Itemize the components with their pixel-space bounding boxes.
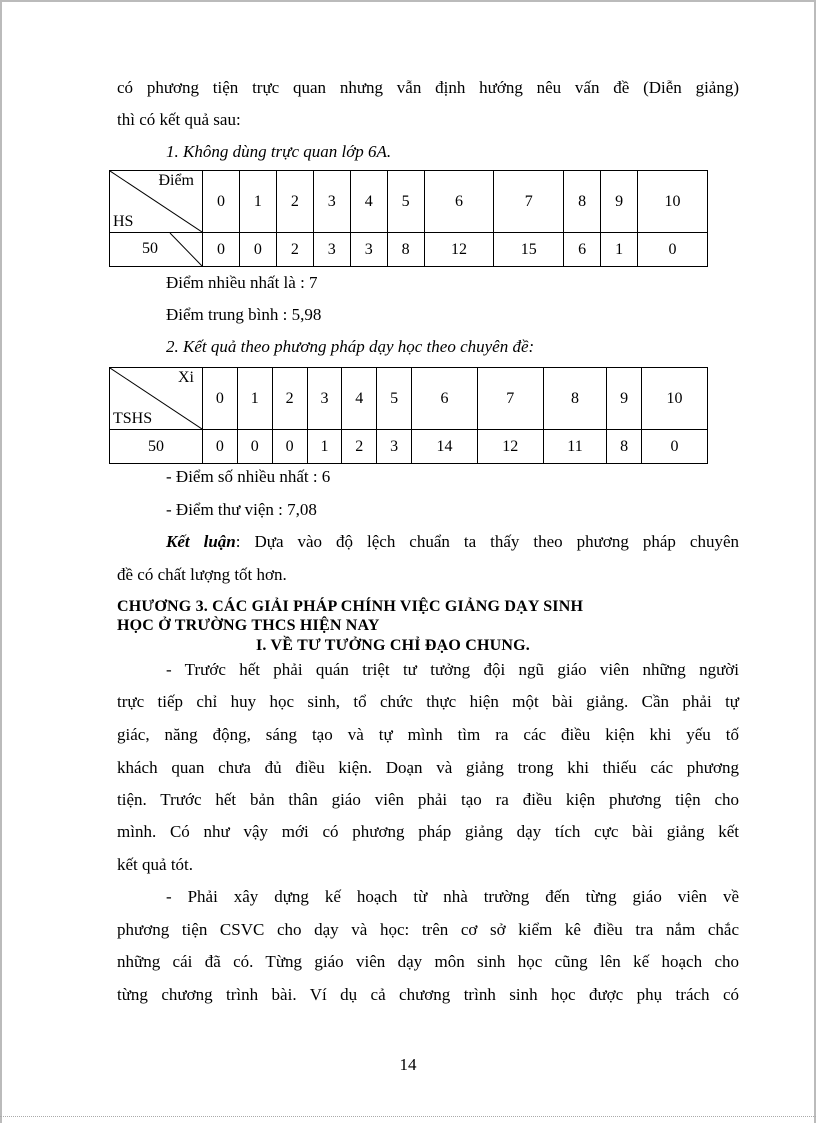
table2-cell: 11 — [543, 430, 607, 464]
table1-cell: 1 — [601, 233, 638, 267]
table1-data-row — [110, 233, 708, 267]
table1-col-header: 5 — [387, 171, 424, 233]
table2-cell: 0 — [642, 430, 708, 464]
table1-cell: 3 — [313, 233, 350, 267]
table2-col-header: 1 — [237, 368, 272, 430]
table1-col-header: 10 — [638, 171, 708, 233]
body2-line-3: những cái đã có. Từng giáo viên dạy môn sinh học cũng lên kế hoạch cho — [117, 952, 739, 971]
table1-col-header: 8 — [564, 171, 601, 233]
body1-line-7: kết quả tót. — [117, 855, 194, 874]
table1-header-top: Điểm — [158, 172, 194, 189]
table1-note-1: Điểm nhiều nhất là : 7 — [166, 273, 318, 292]
table2-cell: 12 — [477, 430, 543, 464]
conclusion-text: : Dựa vào độ lệch chuẩn ta thấy theo phương pháp chuyên — [235, 532, 739, 551]
table2-cell: 0 — [272, 430, 307, 464]
chapter-title-line-2: HỌC Ở TRƯỜNG THCS HIỆN NAY — [117, 617, 380, 634]
table1-cell: 0 — [638, 233, 708, 267]
chapter-title-line-1: CHƯƠNG 3. CÁC GIẢI PHÁP CHÍNH VIỆC GIẢNG DẠY SINH — [117, 598, 584, 615]
table1-col-header: 2 — [276, 171, 313, 233]
body1-line-1: - Trước hết phải quán triệt tư tưởng đội ngũ giáo viên những người — [166, 660, 739, 679]
table1-col-header: 1 — [239, 171, 276, 233]
table2-diagonal-header — [110, 368, 203, 430]
table2-cell: 0 — [203, 430, 238, 464]
page-number: 14 — [399, 1055, 417, 1074]
table1-col-header: 4 — [350, 171, 387, 233]
table2-header-top: Xi — [178, 369, 194, 386]
table1-cell: 8 — [387, 233, 424, 267]
table2-cell: 2 — [342, 430, 377, 464]
table1-note-2: Điểm trung bình : 5,98 — [166, 305, 322, 324]
body2-line-1: - Phải xây dựng kế hoạch từ nhà trường đến từng giáo viên về — [166, 887, 739, 906]
table1-cell: 2 — [276, 233, 313, 267]
table1-caption: 1. Không dùng trực quan lớp 6A. — [166, 142, 392, 161]
body2-line-4: từng chương trình bài. Ví dụ cả chương trình sinh học được phụ trách có — [117, 985, 739, 1004]
table1-cell: 3 — [350, 233, 387, 267]
table2-header-left: TSHS — [113, 410, 153, 427]
table1-col-header: 9 — [601, 171, 638, 233]
conclusion-label: Kết luận — [166, 532, 236, 551]
body1-line-6: mình. Có như vậy mới có phương pháp giảng dạy tích cực bài giảng kết — [117, 822, 739, 841]
table2-cell: 3 — [377, 430, 412, 464]
page-border-bottom — [0, 1116, 816, 1117]
intro-line-1: có phương tiện trực quan nhưng vẫn định hướng nêu vấn đề (Diễn giảng) — [117, 78, 739, 97]
body1-line-5: tiện. Trước hết bản thân giáo viên phải tạo ra điều kiện phương tiện cho — [117, 790, 739, 809]
page-border-left — [0, 0, 2, 1123]
table1-col-header: 3 — [313, 171, 350, 233]
page-border-top — [0, 0, 816, 2]
table1-cell: 0 — [203, 233, 240, 267]
table2-data-row — [110, 430, 708, 464]
table1-row-label-cell — [110, 233, 203, 267]
score-table-1 — [109, 170, 708, 267]
body1-line-3: giác, năng động, sáng tạo và tự mình tìm ra các điều kiện khi yếu tố — [117, 725, 739, 744]
conclusion-line-1 — [166, 532, 739, 552]
body2-line-2: phương tiện CSVC cho dạy và học: trên cơ sở kiểm kê điều tra nắm chắc — [117, 920, 739, 939]
table1-diagonal-header — [110, 171, 203, 233]
table2-cell: 1 — [307, 430, 342, 464]
body1-line-4: khách quan chưa đủ điều kiện. Doạn và giảng trong khi thiếu các phương — [117, 758, 739, 777]
table2-cell: 14 — [412, 430, 478, 464]
table2-col-header: 0 — [203, 368, 238, 430]
table2-col-header: 10 — [642, 368, 708, 430]
table1-col-header: 7 — [494, 171, 564, 233]
table2-col-header: 8 — [543, 368, 607, 430]
table2-cell: 8 — [607, 430, 642, 464]
table1-header-row — [110, 171, 708, 233]
table1-cell: 15 — [494, 233, 564, 267]
table1-col-header: 0 — [203, 171, 240, 233]
section-title: I. VỀ TƯ TƯỞNG CHỈ ĐẠO CHUNG. — [256, 637, 530, 654]
table2-col-header: 5 — [377, 368, 412, 430]
table2-col-header: 6 — [412, 368, 478, 430]
table1-cell: 6 — [564, 233, 601, 267]
table2-header-row — [110, 368, 708, 430]
intro-line-2: thì có kết quả sau: — [117, 110, 241, 129]
table2-row-label: 50 — [110, 430, 203, 464]
table2-caption: 2. Kết quả theo phương pháp dạy học theo chuyên đề: — [166, 337, 535, 356]
body1-line-2: trực tiếp chỉ huy học sinh, tổ chức thực hiện một bài giảng. Cần phải tự — [117, 692, 739, 711]
score-table-2 — [109, 367, 708, 464]
table1-header-left: HS — [113, 213, 134, 230]
table2-col-header: 9 — [607, 368, 642, 430]
table1-cell: 12 — [424, 233, 494, 267]
table1-cell: 0 — [239, 233, 276, 267]
table2-col-header: 7 — [477, 368, 543, 430]
table2-col-header: 3 — [307, 368, 342, 430]
table2-col-header: 4 — [342, 368, 377, 430]
conclusion-line-2: đề có chất lượng tốt hơn. — [117, 565, 287, 584]
table2-note-2: - Điểm thư viện : 7,08 — [166, 500, 317, 519]
table1-row-label: 50 — [142, 240, 158, 257]
table2-cell: 0 — [237, 430, 272, 464]
table1-col-header: 6 — [424, 171, 494, 233]
table2-note-1: - Điểm số nhiều nhất : 6 — [166, 467, 331, 486]
table2-col-header: 2 — [272, 368, 307, 430]
